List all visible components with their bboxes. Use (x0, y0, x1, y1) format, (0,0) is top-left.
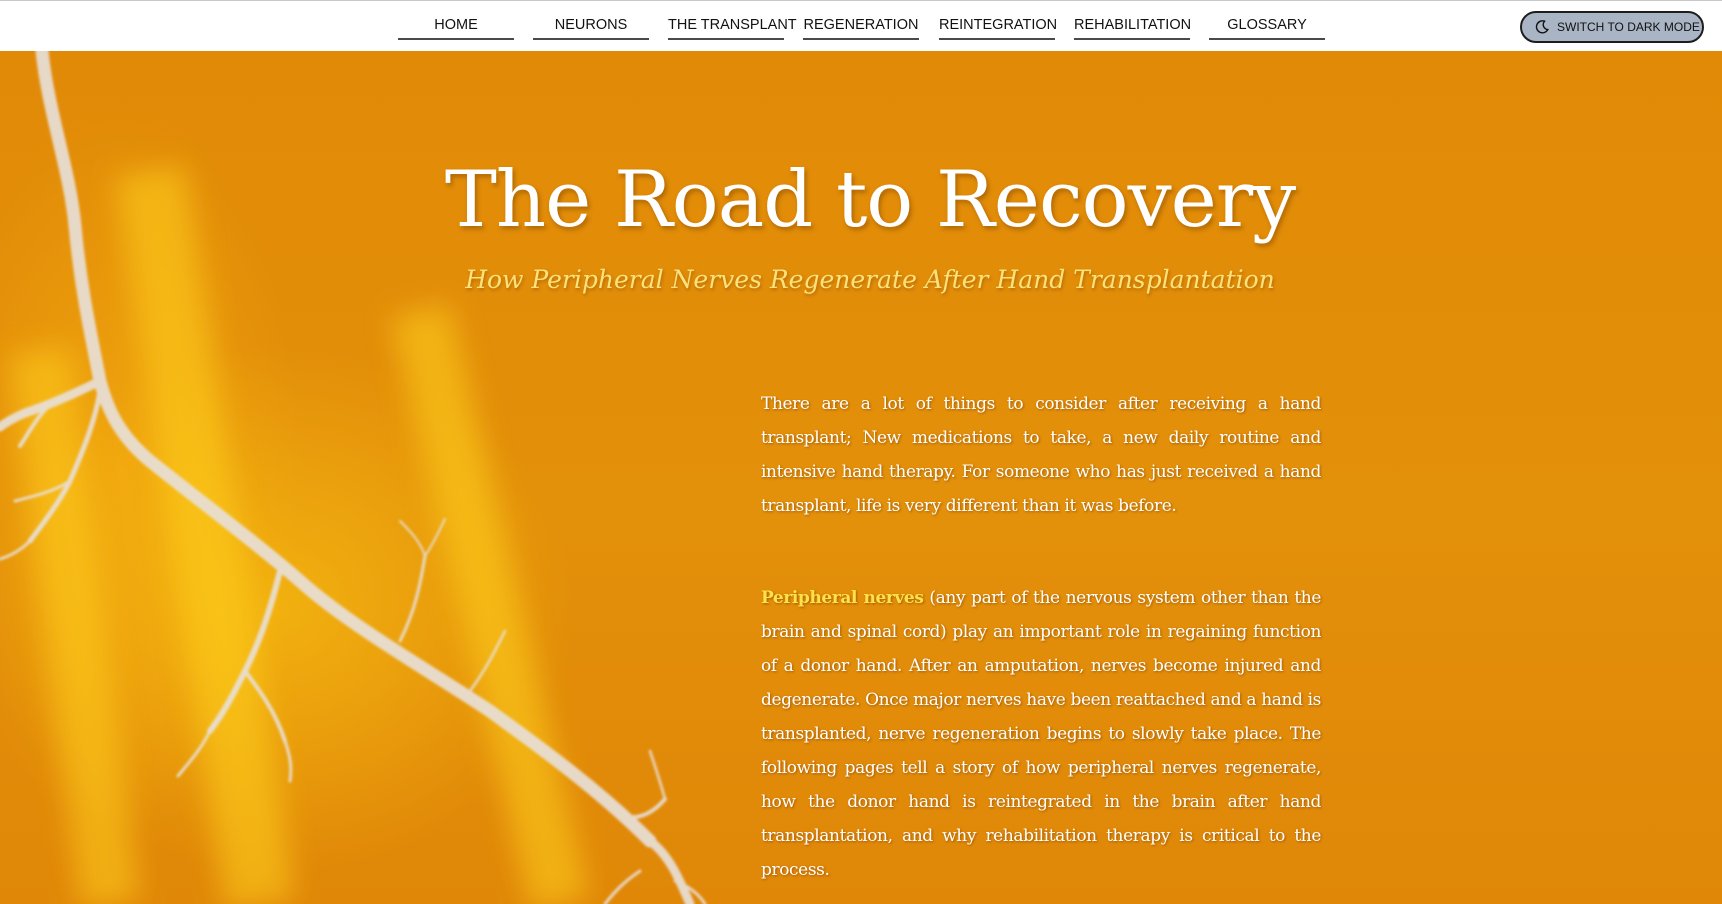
page-subtitle: How Peripheral Nerves Regenerate After Hand Transplantation (465, 265, 1275, 294)
nav-regeneration[interactable]: REGENERATION (803, 15, 919, 40)
hero-section (0, 51, 1722, 904)
nav-neurons[interactable]: NEURONS (533, 15, 649, 40)
nav-home[interactable]: HOME (398, 15, 514, 40)
dark-mode-toggle-button[interactable] (1520, 11, 1704, 43)
glossary-term-peripheral-nerves[interactable]: Peripheral nerves (761, 588, 924, 608)
peripheral-nerves-paragraph-text: (any part of the nervous system other than the brain and spinal cord) play an important role in regaining function of a donor hand. After an amputation, nerves become injured and degenerate. Once major nerves have been reattached and a hand is transplanted, nerve regeneration begins to slowly take place. The following pages tell a story of how peripheral nerves regenerate, how the donor hand is reintegrated in the brain after hand transplantation, and why rehabilitation therapy is critical to the process. (761, 588, 1321, 880)
intro-paragraph: There are a lot of things to consider after receiving a hand transplant; New medications to take, a new daily routine and intensive hand therapy. For someone who has just received a hand transplant, life is very different than it was before. (761, 394, 1321, 516)
nav-the-transplant[interactable]: THE TRANSPLANT (668, 15, 784, 40)
moon-icon (1535, 20, 1549, 34)
nav-glossary[interactable]: GLOSSARY (1209, 15, 1325, 40)
peripheral-nerves-paragraph (761, 581, 1321, 887)
top-nav-bar (0, 0, 1722, 51)
nav-rehabilitation[interactable]: REHABILITATION (1074, 15, 1190, 40)
nav-reintegration[interactable]: REINTEGRATION (939, 15, 1055, 40)
dark-mode-toggle-label: SWITCH TO DARK MODE (1557, 20, 1700, 34)
page-title: The Road to Recovery (444, 155, 1296, 245)
